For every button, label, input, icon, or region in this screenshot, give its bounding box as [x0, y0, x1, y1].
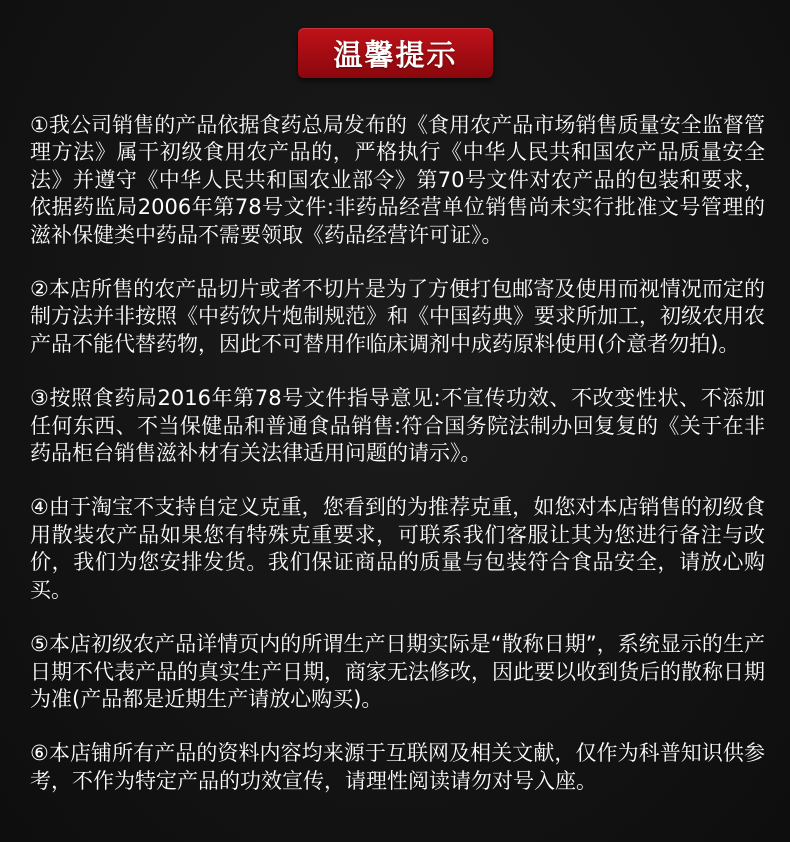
- notice-paragraph-1: ①我公司销售的产品依据食药总局发布的《食用农产品市场销售质量安全监督管理方法》属干初级食用农产品的，严格执行《中华人民共和国农产品质量安全法》并遵守《中华人民共和国农业部令》第70号文件对农产品的包装和要求，依据药监局2006年第78号文件:非药品经营单位销售尚未实行批准文号管理的滋补保健类中药品不需要领取《药品经营许可证》。: [30, 113, 765, 247]
- notice-paragraph-6: ⑥本店铺所有产品的资料内容均来源于互联网及相关文献，仅作为科普知识供参考，不作为特定产品的功效宣传，请理性阅读请勿对号入座。: [30, 741, 765, 793]
- notice-content: [30, 112, 765, 795]
- page-title: 温馨提示: [333, 37, 458, 72]
- notice-paragraph-4: ④由于淘宝不支持自定义克重，您看到的为推荐克重，如您对本店销售的初级食用散装农产品如果您有特殊克重要求，可联系我们客服让其为您进行备注与改价，我们为您安排发货。我们保证商品的质量与包装符合食品安全，请放心购买。: [30, 495, 765, 602]
- title-badge: [298, 28, 493, 78]
- notice-paragraph-2: ②本店所售的农产品切片或者不切片是为了方便打包邮寄及使用而视情况而定的制方法并非按照《中药饮片炮制规范》和《中国药典》要求所加工，初级农用农产品不能代替药物，因此不可替用作临床调剂中成药原料使用(介意者勿拍)。: [30, 277, 765, 356]
- notice-paragraph-3: ③按照食药局2016年第78号文件指导意见:不宣传功效、不改变性状、不添加任何东西、不当保健品和普通食品销售:符合国务院法制办回复复的《关于在非药品柜台销售滋补材有关法律适用问题的请示》。: [30, 386, 765, 466]
- notice-paragraph-5: ⑤本店初级农产品详情页内的所谓生产日期实际是“散称日期”，系统显示的生产日期不代表产品的真实生产日期，商家无法修改，因此要以收到货后的散称日期为准(产品都是近期生产请放心购买)。: [30, 632, 765, 711]
